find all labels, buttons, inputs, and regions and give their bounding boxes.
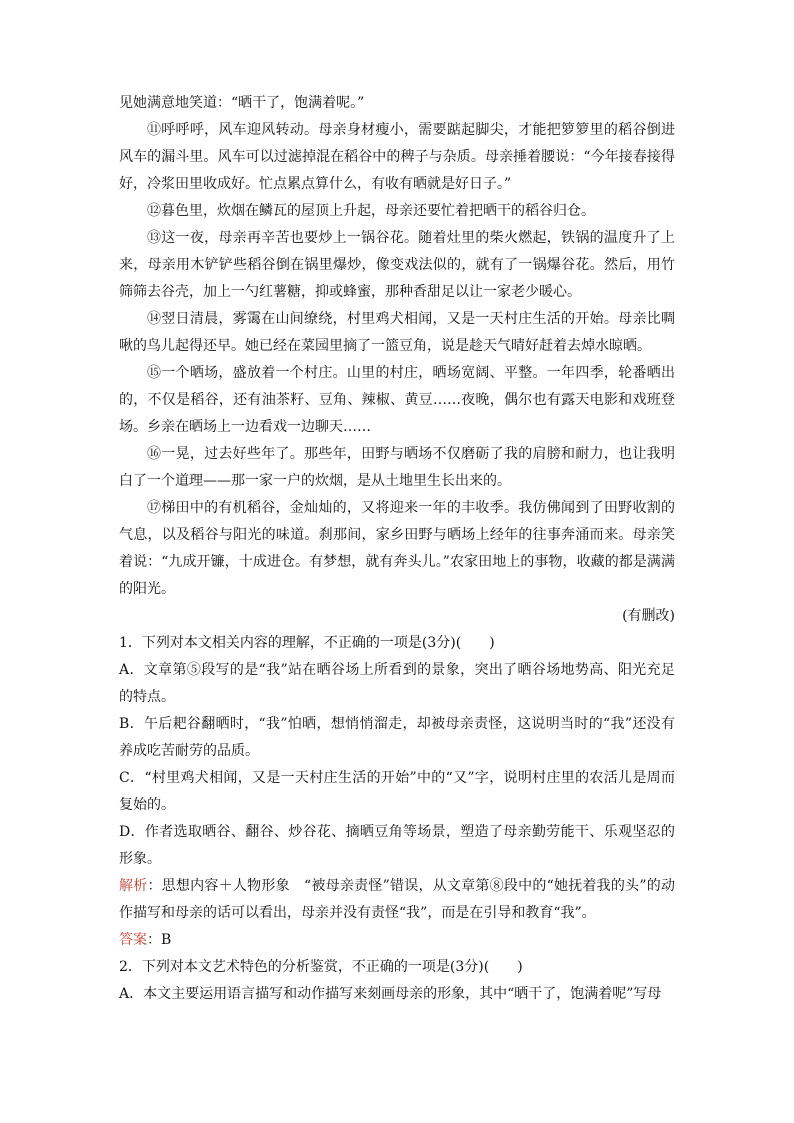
analysis-text: ：思想内容＋人物形象 “被母亲责怪”错误，从文章第⑧段中的“她抚着我的头”的动作描写和母亲的话可以看出，母亲并没有责怪“我”，而是在引导和教育“我”。 (119, 878, 675, 921)
question-1-option-c: C．“村里鸡犬相闻，又是一天村庄生活的开始”中的“又”字，说明村庄里的农活儿是周而复始的。 (119, 770, 675, 813)
passage-paragraph-16: ⑯一晃，过去好些年了。那些年，田野与晒场不仅磨砺了我的肩膀和耐力，也让我明白了一个道理——那一家一户的炊烟，是从土地里生长出来的。 (119, 446, 675, 489)
source-note: (有删改) (622, 608, 675, 624)
question-2-stem: 2．下列对本文艺术特色的分析鉴赏，不正确的一项是(3分)( ) (119, 959, 523, 975)
question-1-option-d: D．作者选取晒谷、翻谷、炒谷花、摘晒豆角等场景，塑造了母亲勤劳能干、乐观坚忍的形象。 (119, 824, 675, 867)
question-1-analysis (119, 873, 675, 927)
question-1-option-a: A．文章第⑤段写的是“我”站在晒谷场上所看到的景象，突出了晒谷场地势高、阳光充足的特点。 (119, 662, 675, 705)
answer-label: 答案 (119, 932, 147, 948)
question-2-option-a: A．本文主要运用语言描写和动作描写来刻画母亲的形象，其中“晒干了，饱满着呢”写母 (119, 986, 662, 1002)
answer-text: ：B (147, 932, 172, 948)
passage-paragraph-17: ⑰梯田中的有机稻谷，金灿灿的，又将迎来一年的丰收季。我仿佛闻到了田野收割的气息，以及稻谷与阳光的味道。刹那间，家乡田野与晒场上经年的往事奔涌而来。母亲笑着说：“九成开镰，十成进仓。有梦想，就有奔头儿。”农家田地上的事物，收藏的都是满满的阳光。 (119, 500, 675, 597)
document-page (119, 90, 675, 1008)
question-1-answer (119, 927, 675, 954)
passage-paragraph-13: ⑬这一夜，母亲再辛苦也要炒上一锅谷花。随着灶里的柴火燃起，铁锅的温度升了上来，母亲用木铲铲些稻谷倒在锅里爆炒，像变戏法似的，就有了一锅爆谷花。然后，用竹筛筛去谷壳，加上一勺红薯糖，抑或蜂蜜，那种香甜足以让一家老少暖心。 (119, 230, 675, 300)
passage-paragraph-15: ⑮一个晒场，盛放着一个村庄。山里的村庄，晒场宽阔、平整。一年四季，轮番晒出的，不仅是稻谷，还有油茶籽、豆角、辣椒、黄豆……夜晚，偶尔也有露天电影和戏班登场。乡亲在晒场上一边看戏一边聊天…… (119, 365, 675, 435)
passage-paragraph-11: ⑪呼呼呼，风车迎风转动。母亲身材瘦小，需要踮起脚尖，才能把箩箩里的稻谷倒进风车的漏斗里。风车可以过滤掉混在稻谷中的稗子与杂质。母亲捶着腰说：“今年接春接得好，冷浆田里收成好。忙点累点算什么，有收有晒就是好日子。” (119, 122, 675, 192)
analysis-label: 解析 (119, 878, 148, 894)
question-1-option-b: B．午后耙谷翻晒时，“我”怕晒，想悄悄溜走，却被母亲责怪，这说明当时的“我”还没有养成吃苦耐劳的品质。 (119, 716, 675, 759)
question-1-stem: 1．下列对本文相关内容的理解，不正确的一项是(3分)( ) (119, 635, 495, 651)
passage-paragraph-14: ⑭翌日清晨，雾霭在山间缭绕，村里鸡犬相闻，又是一天村庄生活的开始。母亲比啁啾的鸟儿起得还早。她已经在菜园里摘了一篮豆角，说是趁天气晴好赶着去焯水晾晒。 (119, 311, 675, 354)
passage-paragraph-12: ⑫暮色里，炊烟在鳞瓦的屋顶上升起，母亲还要忙着把晒干的稻谷归仓。 (147, 203, 595, 219)
passage-lead-line: 见她满意地笑道：“晒干了，饱满着呢。” (119, 95, 365, 111)
